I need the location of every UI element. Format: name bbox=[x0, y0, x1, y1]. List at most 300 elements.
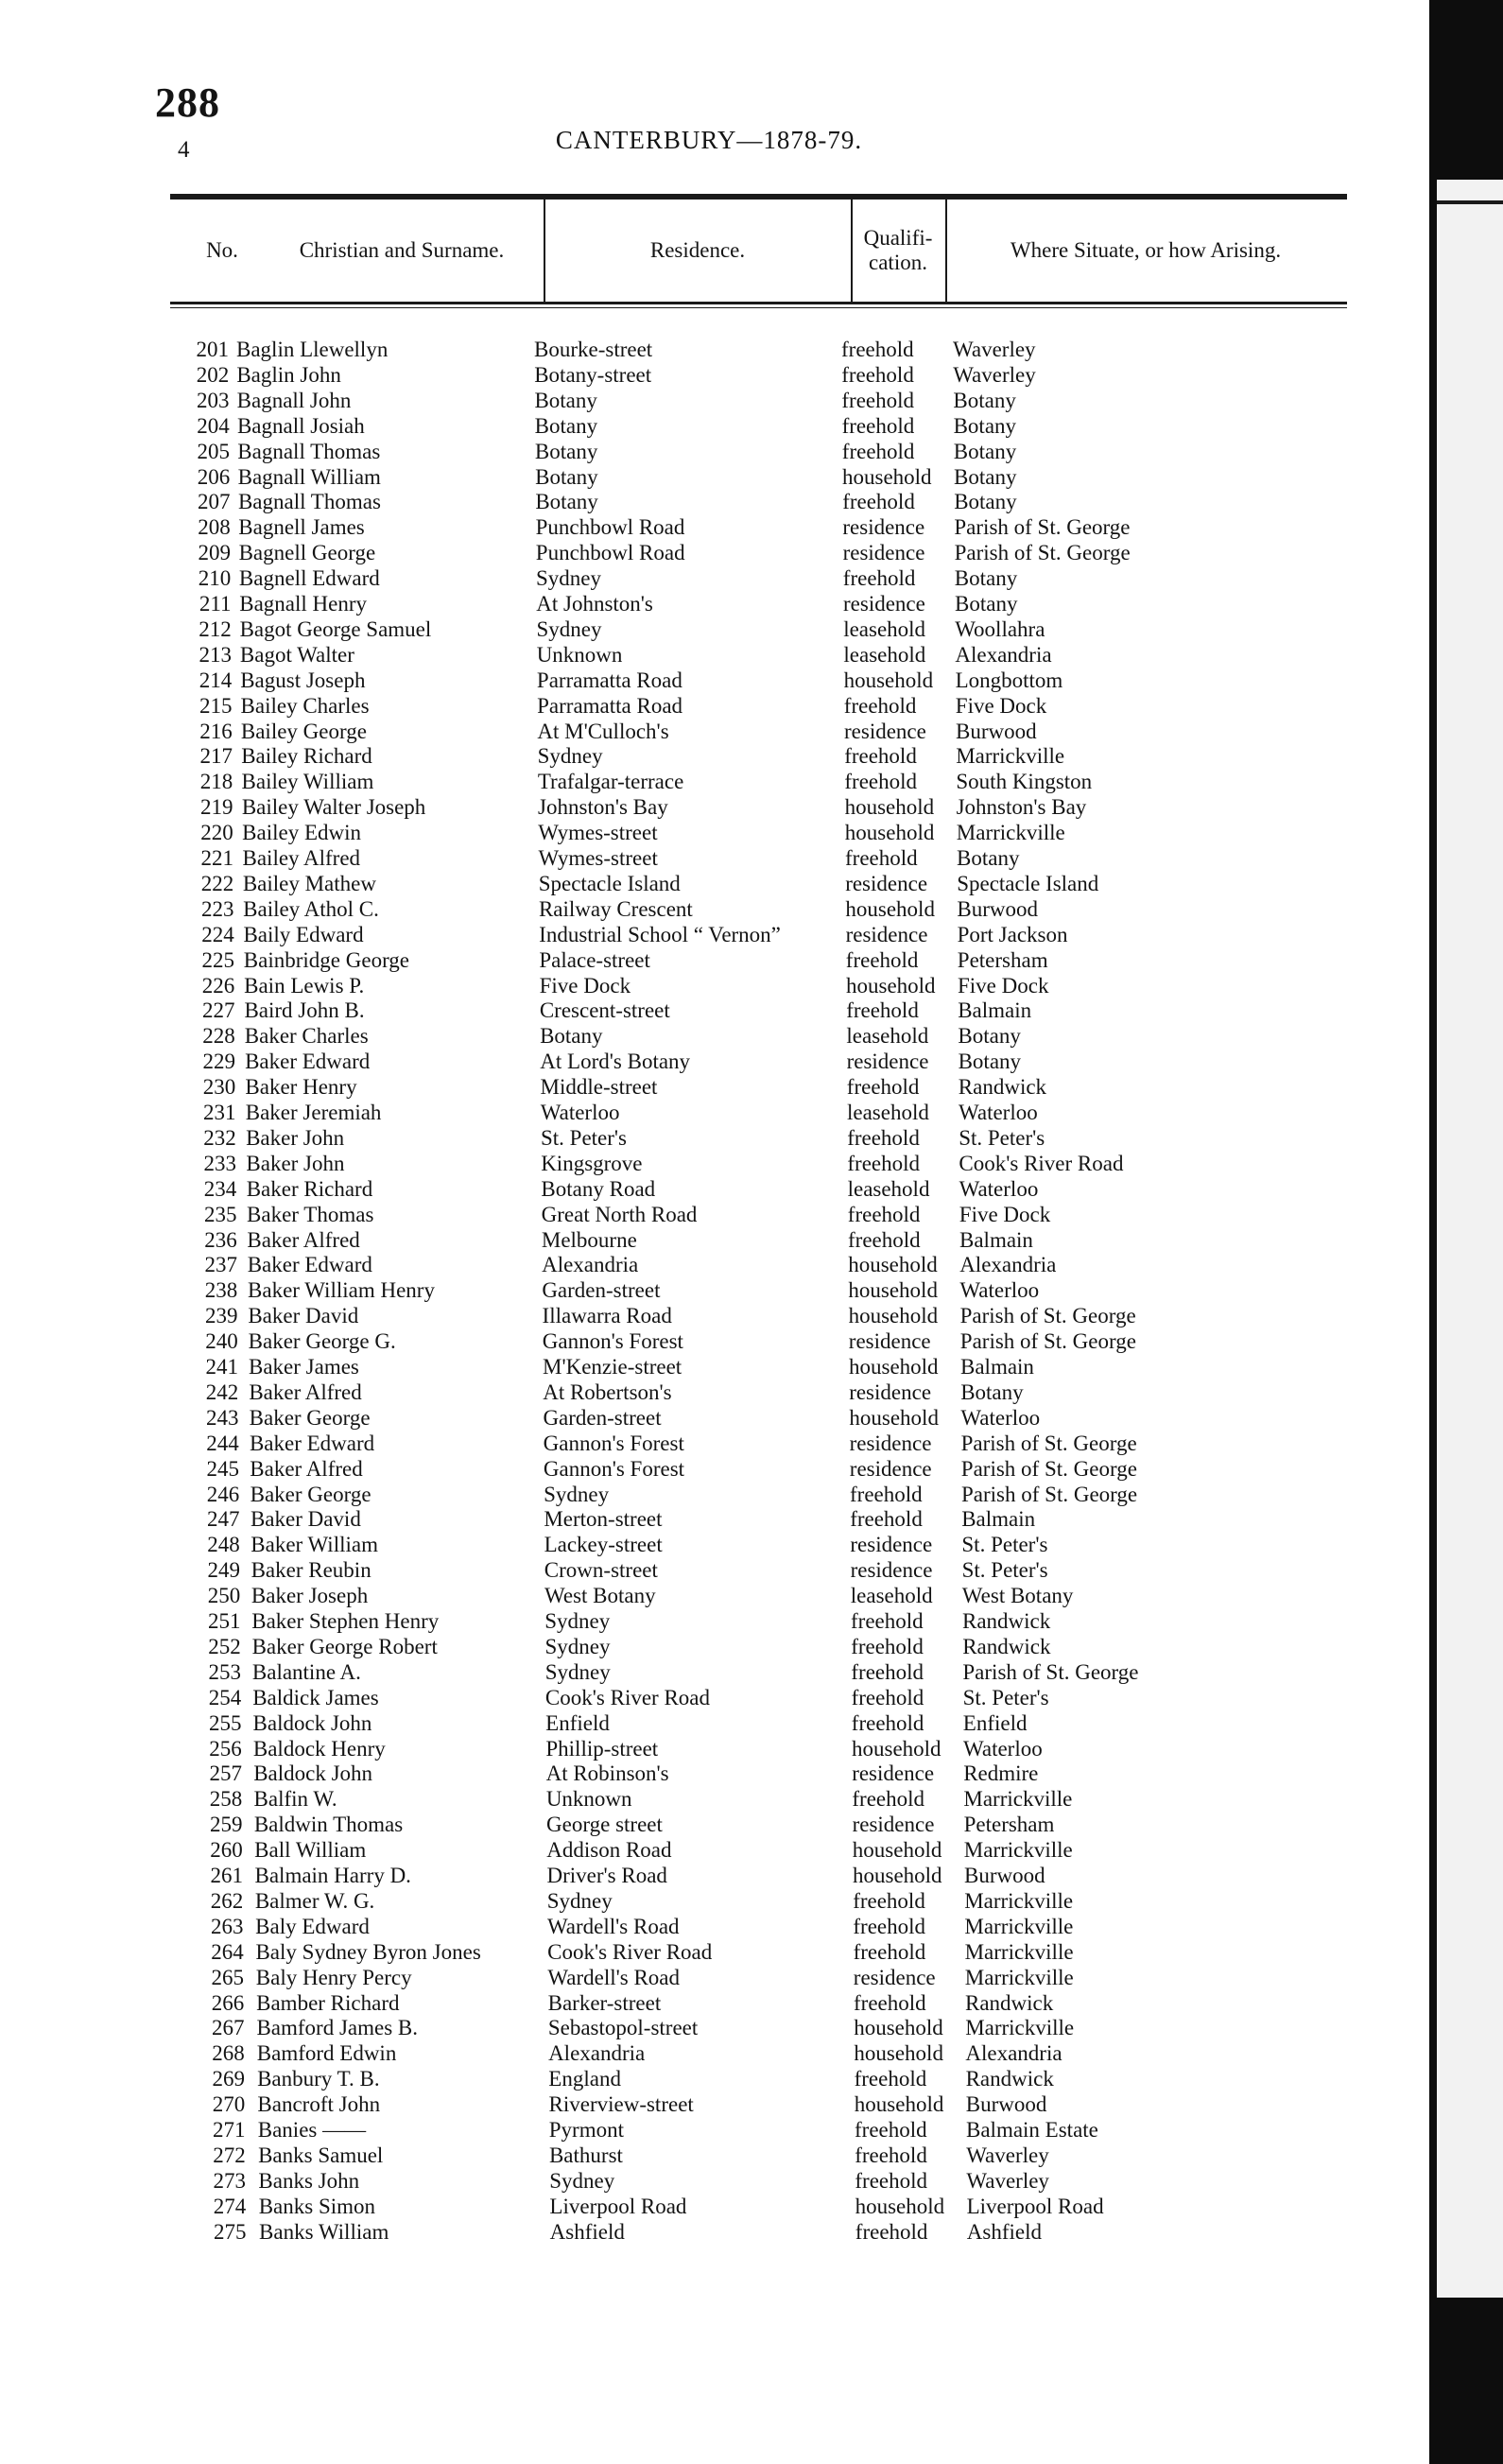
residence: Botany bbox=[540, 1024, 603, 1049]
qualification: freehold bbox=[851, 1710, 924, 1735]
qualification: household bbox=[854, 2041, 943, 2066]
where-situate: Randwick bbox=[965, 1990, 1054, 2015]
row-number: 236 bbox=[204, 1227, 237, 1252]
row-number: 231 bbox=[203, 1101, 236, 1124]
register-row bbox=[142, 1966, 1423, 1990]
elector-name: Bagnell Edward bbox=[238, 566, 380, 591]
register-row bbox=[142, 490, 1423, 514]
register-row bbox=[142, 1304, 1423, 1328]
elector-name: Bailey George bbox=[240, 719, 367, 743]
page-number: 288 bbox=[155, 79, 220, 126]
register-row bbox=[142, 1075, 1423, 1100]
row-number: 272 bbox=[213, 2143, 246, 2167]
elector-name: Bagust Joseph bbox=[240, 668, 366, 692]
where-situate: Balmain Estate bbox=[966, 2118, 1098, 2142]
row-number: 224 bbox=[201, 922, 234, 946]
qualification: leasehold bbox=[850, 1584, 933, 1608]
residence: Sydney bbox=[544, 1634, 611, 1658]
row-number: 206 bbox=[197, 464, 231, 489]
where-situate: Parish of St. George bbox=[962, 1659, 1139, 1684]
elector-name: Baker Thomas bbox=[247, 1202, 374, 1226]
row-number: 203 bbox=[197, 388, 230, 412]
residence: Unknown bbox=[536, 642, 623, 667]
header-name: Christian and Surname. bbox=[299, 237, 505, 262]
elector-name: Bamber Richard bbox=[256, 1990, 400, 2015]
register-row bbox=[142, 1737, 1423, 1761]
register-row bbox=[142, 1483, 1423, 1507]
qualification: freehold bbox=[855, 2143, 927, 2167]
row-number: 244 bbox=[206, 1431, 239, 1455]
row-number: 202 bbox=[196, 362, 230, 387]
qualification: freehold bbox=[847, 1125, 920, 1150]
elector-name: Baglin Llewellyn bbox=[236, 338, 389, 361]
elector-name: Bagot Walter bbox=[239, 642, 354, 667]
row-number: 232 bbox=[203, 1125, 236, 1150]
elector-name: Baird John B. bbox=[244, 998, 365, 1023]
where-situate: Balmain bbox=[959, 1227, 1033, 1252]
register-row bbox=[142, 515, 1423, 540]
elector-name: Banks Samuel bbox=[258, 2143, 384, 2167]
residence: Punchbowl Road bbox=[535, 515, 685, 540]
where-situate: Marrickville bbox=[964, 1888, 1074, 1913]
row-number: 230 bbox=[202, 1075, 236, 1100]
qualification: household bbox=[848, 1304, 939, 1328]
elector-name: Baker Stephen Henry bbox=[251, 1609, 440, 1633]
row-number: 266 bbox=[211, 1990, 245, 2015]
residence: Industrial School “ Vernon” bbox=[539, 922, 781, 946]
residence: Bourke-street bbox=[534, 338, 653, 361]
row-number: 214 bbox=[199, 668, 233, 692]
where-situate: Waverley bbox=[966, 2168, 1049, 2193]
where-situate: Longbottom bbox=[955, 668, 1063, 692]
qualification: residence bbox=[843, 592, 925, 616]
register-row bbox=[142, 1050, 1423, 1074]
row-number: 241 bbox=[205, 1355, 238, 1379]
qualification: residence bbox=[852, 1761, 935, 1786]
row-number: 218 bbox=[199, 770, 233, 794]
residence: Botany bbox=[534, 388, 597, 412]
where-situate: Waterloo bbox=[959, 1101, 1038, 1124]
row-number: 250 bbox=[207, 1584, 241, 1608]
where-situate: Liverpool Road bbox=[966, 2194, 1104, 2218]
row-number: 205 bbox=[197, 439, 230, 463]
residence: Illawarra Road bbox=[542, 1304, 672, 1328]
register-row bbox=[142, 1864, 1423, 1888]
row-number: 260 bbox=[210, 1838, 243, 1863]
qualification: residence bbox=[848, 1329, 931, 1354]
register-row bbox=[142, 897, 1423, 922]
qualification: freehold bbox=[841, 338, 914, 361]
residence: Alexandria bbox=[548, 2041, 646, 2066]
where-situate: Five Dock bbox=[955, 693, 1047, 718]
row-number: 240 bbox=[205, 1329, 238, 1354]
row-number: 227 bbox=[202, 998, 235, 1023]
where-situate: Alexandria bbox=[955, 642, 1052, 667]
qualification: residence bbox=[845, 922, 928, 946]
where-situate: St. Peter's bbox=[961, 1533, 1048, 1557]
register-row bbox=[142, 1101, 1423, 1125]
qualification: leasehold bbox=[846, 1024, 929, 1049]
header-where: Where Situate, or how Arising. bbox=[1010, 237, 1282, 262]
residence: Barker-street bbox=[547, 1990, 662, 2015]
residence: Cook's River Road bbox=[547, 1939, 713, 1964]
row-number: 257 bbox=[209, 1761, 242, 1786]
where-situate: Five Dock bbox=[959, 1202, 1051, 1226]
register-row bbox=[142, 1457, 1423, 1482]
residence: Railway Crescent bbox=[538, 896, 693, 921]
elector-name: Baldwin Thomas bbox=[253, 1813, 404, 1837]
row-number: 204 bbox=[197, 413, 230, 438]
residence: Sydney bbox=[544, 1659, 611, 1684]
elector-name: Baker William bbox=[250, 1533, 378, 1557]
residence: Addison Road bbox=[546, 1838, 672, 1863]
register-row bbox=[142, 1329, 1423, 1354]
residence: Garden-street bbox=[542, 1278, 661, 1303]
where-situate: Parish of St. George bbox=[960, 1456, 1137, 1481]
row-number: 273 bbox=[213, 2168, 246, 2193]
qualification: household bbox=[853, 1864, 942, 1887]
register-row bbox=[142, 744, 1423, 769]
running-title: CANTERBURY—1878-79. bbox=[555, 126, 863, 154]
where-situate: Marrickville bbox=[956, 744, 1065, 769]
qualification: residence bbox=[845, 871, 928, 895]
register-row bbox=[142, 643, 1423, 668]
row-number: 207 bbox=[198, 490, 231, 514]
where-situate: Botany bbox=[957, 846, 1020, 870]
qualification: freehold bbox=[841, 388, 915, 412]
residence: Great North Road bbox=[541, 1202, 698, 1226]
where-situate: St. Peter's bbox=[962, 1685, 1049, 1709]
register-row bbox=[142, 668, 1423, 693]
qualification: household bbox=[854, 2092, 944, 2117]
where-situate: Botany bbox=[955, 592, 1018, 616]
elector-name: Bancroft John bbox=[257, 2092, 381, 2117]
register-row bbox=[142, 1915, 1423, 1939]
row-number: 213 bbox=[199, 642, 232, 667]
elector-name: Baker Edward bbox=[249, 1431, 375, 1455]
register-row bbox=[142, 541, 1423, 565]
where-situate: Waterloo bbox=[959, 1278, 1040, 1303]
qualification: freehold bbox=[855, 2219, 928, 2244]
row-number: 222 bbox=[200, 871, 234, 895]
row-number: 243 bbox=[206, 1405, 239, 1430]
residence: Pyrmont bbox=[548, 2118, 624, 2142]
qualification: freehold bbox=[855, 2168, 928, 2193]
elector-name: Baker John bbox=[246, 1125, 345, 1150]
where-situate: Balmain bbox=[960, 1355, 1034, 1379]
row-number: 210 bbox=[198, 566, 232, 591]
row-number: 275 bbox=[214, 2219, 247, 2244]
elector-name: Baily Edward bbox=[243, 922, 364, 946]
register-row bbox=[142, 872, 1423, 896]
register-row bbox=[142, 998, 1423, 1023]
qualification: freehold bbox=[841, 413, 915, 438]
register-row bbox=[142, 1228, 1423, 1253]
register-row bbox=[142, 1838, 1423, 1863]
elector-name: Bailey Mathew bbox=[242, 871, 376, 895]
qualification: household bbox=[852, 1838, 942, 1863]
elector-name: Baker George bbox=[249, 1405, 371, 1430]
register-row bbox=[142, 923, 1423, 947]
register-row bbox=[142, 694, 1423, 719]
row-number: 246 bbox=[206, 1482, 240, 1506]
qualification: residence bbox=[849, 1379, 932, 1404]
qualification: freehold bbox=[845, 947, 919, 972]
register-row bbox=[142, 465, 1423, 490]
row-number: 229 bbox=[202, 1050, 235, 1074]
adjacent-page-edge bbox=[1429, 0, 1503, 2464]
where-situate: Balmain bbox=[961, 1507, 1036, 1532]
residence: Five Dock bbox=[539, 973, 631, 998]
where-situate: Port Jackson bbox=[957, 922, 1068, 946]
where-situate: Botany bbox=[954, 490, 1017, 514]
elector-name: Bailey Charles bbox=[240, 693, 370, 718]
row-number: 223 bbox=[201, 896, 234, 921]
where-situate: Botany bbox=[958, 1050, 1022, 1074]
elector-name: Balmer W. G. bbox=[254, 1888, 375, 1913]
qualification: residence bbox=[849, 1431, 932, 1455]
elector-name: Banies —— bbox=[257, 2118, 367, 2142]
elector-name: Bailey William bbox=[241, 770, 374, 794]
residence: Ashfield bbox=[549, 2219, 625, 2244]
residence: At Lord's Botany bbox=[540, 1050, 691, 1074]
residence: Enfield bbox=[545, 1710, 610, 1735]
elector-name: Baly Edward bbox=[255, 1914, 370, 1938]
qualification: freehold bbox=[853, 1888, 925, 1913]
row-number: 261 bbox=[210, 1864, 243, 1887]
register-row bbox=[142, 948, 1423, 973]
where-situate: Cook's River Road bbox=[959, 1151, 1124, 1175]
qualification: freehold bbox=[848, 1227, 921, 1252]
register-row bbox=[142, 414, 1423, 439]
residence: Sydney bbox=[536, 616, 602, 641]
register-row bbox=[142, 1152, 1423, 1176]
where-situate: Marrickville bbox=[964, 1939, 1074, 1964]
where-situate: Parish of St. George bbox=[954, 515, 1131, 540]
row-number: 262 bbox=[210, 1888, 244, 1913]
residence: Sydney bbox=[546, 1888, 613, 1913]
qualification: freehold bbox=[847, 1151, 921, 1175]
register-row bbox=[142, 617, 1423, 642]
register-row bbox=[142, 389, 1423, 413]
row-number: 235 bbox=[204, 1202, 237, 1226]
residence: Wymes-street bbox=[538, 821, 658, 845]
elector-name: Ball William bbox=[254, 1838, 367, 1863]
qualification: freehold bbox=[841, 439, 915, 463]
elector-name: Baker Edward bbox=[245, 1050, 371, 1074]
residence: Botany bbox=[535, 464, 598, 489]
qualification: residence bbox=[849, 1456, 932, 1481]
row-number: 228 bbox=[202, 1024, 235, 1049]
row-number: 215 bbox=[199, 693, 233, 718]
register-row bbox=[142, 1889, 1423, 1914]
where-situate: Spectacle Island bbox=[957, 871, 1099, 895]
where-situate: Five Dock bbox=[958, 973, 1049, 998]
elector-name: Baker Jeremiah bbox=[245, 1101, 382, 1124]
elector-name: Banks Simon bbox=[258, 2194, 376, 2218]
elector-name: Baker Henry bbox=[245, 1075, 357, 1100]
where-situate: Marrickville bbox=[964, 1965, 1074, 1989]
where-situate: Randwick bbox=[962, 1634, 1051, 1658]
elector-name: Bagnall Thomas bbox=[237, 439, 381, 463]
register-row bbox=[142, 846, 1423, 871]
residence: Botany bbox=[534, 439, 598, 463]
elector-name: Banbury T. B. bbox=[257, 2067, 380, 2091]
qualification: freehold bbox=[846, 998, 919, 1023]
register-row bbox=[142, 974, 1423, 998]
where-situate: St. Peter's bbox=[961, 1558, 1048, 1583]
where-situate: Marrickville bbox=[963, 1787, 1073, 1812]
register-row bbox=[142, 2195, 1423, 2219]
residence: Lackey-street bbox=[544, 1533, 663, 1557]
where-situate: Waterloo bbox=[963, 1736, 1043, 1761]
elector-name: Baldock John bbox=[252, 1710, 372, 1735]
row-number: 265 bbox=[211, 1965, 244, 1989]
where-situate: Burwood bbox=[956, 719, 1037, 743]
residence: West Botany bbox=[544, 1584, 656, 1608]
qualification: leasehold bbox=[843, 616, 926, 641]
where-situate: Alexandria bbox=[959, 1253, 1057, 1277]
residence: Kingsgrove bbox=[541, 1151, 643, 1175]
header-bottom-hairline bbox=[170, 307, 1347, 308]
register-row bbox=[142, 566, 1423, 591]
register-row bbox=[142, 2220, 1423, 2245]
where-situate: Parish of St. George bbox=[954, 541, 1131, 565]
residence: Driver's Road bbox=[546, 1864, 667, 1887]
where-situate: South Kingston bbox=[956, 770, 1093, 794]
residence: Waterloo bbox=[540, 1101, 620, 1124]
header-residence: Residence. bbox=[649, 237, 746, 262]
register-row bbox=[142, 1584, 1423, 1608]
register-row bbox=[142, 720, 1423, 744]
residence: Melbourne bbox=[541, 1227, 637, 1252]
row-number: 242 bbox=[205, 1379, 239, 1404]
qualification: household bbox=[849, 1355, 939, 1379]
residence: Trafalgar-terrace bbox=[537, 770, 684, 794]
elector-name: Balantine A. bbox=[251, 1659, 361, 1684]
qualification: household bbox=[844, 821, 935, 845]
where-situate: Burwood bbox=[957, 896, 1039, 921]
residence: Sydney bbox=[536, 566, 602, 591]
qualification: residence bbox=[842, 515, 925, 540]
row-number: 225 bbox=[201, 947, 234, 972]
row-number: 217 bbox=[199, 744, 233, 769]
where-situate: Botany bbox=[958, 1024, 1021, 1049]
residence: St. Peter's bbox=[540, 1125, 628, 1150]
qualification: household bbox=[855, 2194, 945, 2218]
residence: Liverpool Road bbox=[549, 2194, 687, 2218]
residence: Riverview-street bbox=[548, 2092, 694, 2117]
qualification: freehold bbox=[843, 693, 917, 718]
qualification: residence bbox=[853, 1965, 936, 1989]
elector-name: Banks William bbox=[259, 2219, 389, 2244]
register-row bbox=[142, 1991, 1423, 2016]
qualification: household bbox=[848, 1278, 938, 1303]
elector-name: Baker James bbox=[249, 1355, 359, 1379]
register-row bbox=[142, 1126, 1423, 1151]
qualification: household bbox=[845, 896, 935, 921]
qualification: residence bbox=[852, 1813, 935, 1837]
register-row bbox=[142, 1406, 1423, 1431]
elector-name: Bailey Richard bbox=[241, 744, 372, 769]
row-number: 249 bbox=[207, 1558, 240, 1583]
where-situate: Botany bbox=[953, 439, 1017, 463]
row-number: 209 bbox=[198, 541, 231, 565]
where-situate: Waverley bbox=[966, 2143, 1049, 2167]
elector-name: Bamford Edwin bbox=[256, 2041, 397, 2066]
residence: Gannon's Forest bbox=[543, 1431, 684, 1455]
register-row bbox=[142, 1507, 1423, 1532]
row-number: 237 bbox=[204, 1253, 237, 1277]
residence: Sydney bbox=[537, 744, 603, 769]
elector-name: Balmain Harry D. bbox=[254, 1864, 411, 1887]
elector-name: Bailey Athol C. bbox=[243, 896, 379, 921]
register-row bbox=[142, 2067, 1423, 2091]
where-situate: Burwood bbox=[964, 1864, 1045, 1887]
qualification: household bbox=[848, 1253, 938, 1277]
residence: Sydney bbox=[544, 1609, 611, 1633]
elector-name: Bagnall Thomas bbox=[237, 490, 381, 514]
qualification: freehold bbox=[854, 1990, 926, 2015]
row-number: 212 bbox=[199, 616, 232, 641]
elector-name: Bailey Alfred bbox=[242, 846, 361, 870]
qualification: household bbox=[842, 464, 932, 489]
register-row bbox=[142, 1686, 1423, 1710]
elector-name: Bailey Walter Joseph bbox=[241, 795, 426, 820]
residence: Wymes-street bbox=[538, 846, 658, 870]
row-number: 270 bbox=[212, 2092, 246, 2117]
qualification: freehold bbox=[853, 1914, 926, 1938]
elector-name: Baker George bbox=[250, 1482, 371, 1506]
residence: England bbox=[548, 2067, 621, 2091]
residence: Cook's River Road bbox=[544, 1685, 711, 1709]
residence: Spectacle Island bbox=[538, 871, 681, 895]
sheet-number: 4 bbox=[178, 137, 190, 163]
where-situate: Parish of St. George bbox=[960, 1431, 1137, 1455]
row-number: 201 bbox=[196, 338, 229, 361]
register-row bbox=[142, 1355, 1423, 1379]
row-number: 221 bbox=[200, 846, 233, 870]
register-page bbox=[142, 43, 1423, 2435]
where-situate: West Botany bbox=[961, 1584, 1074, 1608]
elector-name: Baldock John bbox=[253, 1761, 373, 1786]
residence: Crescent-street bbox=[539, 998, 670, 1023]
residence: Botany bbox=[534, 413, 598, 438]
qualification: household bbox=[844, 795, 935, 820]
qualification: freehold bbox=[842, 490, 915, 514]
register-row bbox=[142, 1787, 1423, 1812]
header-no: No. bbox=[206, 237, 238, 262]
residence: Sydney bbox=[549, 2168, 615, 2193]
elector-name: Bamford James B. bbox=[256, 2016, 418, 2040]
register-row bbox=[142, 1533, 1423, 1557]
residence: Garden-street bbox=[543, 1405, 662, 1430]
elector-name: Bagnall Josiah bbox=[236, 413, 365, 438]
where-situate: Parish of St. George bbox=[959, 1304, 1136, 1328]
elector-name: Baker George G. bbox=[248, 1329, 396, 1354]
residence: Unknown bbox=[545, 1787, 632, 1812]
residence: Parramatta Road bbox=[536, 668, 682, 692]
row-number: 219 bbox=[200, 795, 233, 820]
row-number: 268 bbox=[212, 2041, 245, 2066]
qualification: household bbox=[843, 668, 934, 692]
where-situate: St. Peter's bbox=[959, 1125, 1045, 1150]
elector-name: Baker Reubin bbox=[250, 1558, 371, 1583]
row-number: 269 bbox=[212, 2067, 245, 2091]
qualification: leasehold bbox=[847, 1101, 929, 1124]
where-situate: Randwick bbox=[965, 2067, 1054, 2091]
where-situate: Alexandria bbox=[965, 2041, 1062, 2066]
